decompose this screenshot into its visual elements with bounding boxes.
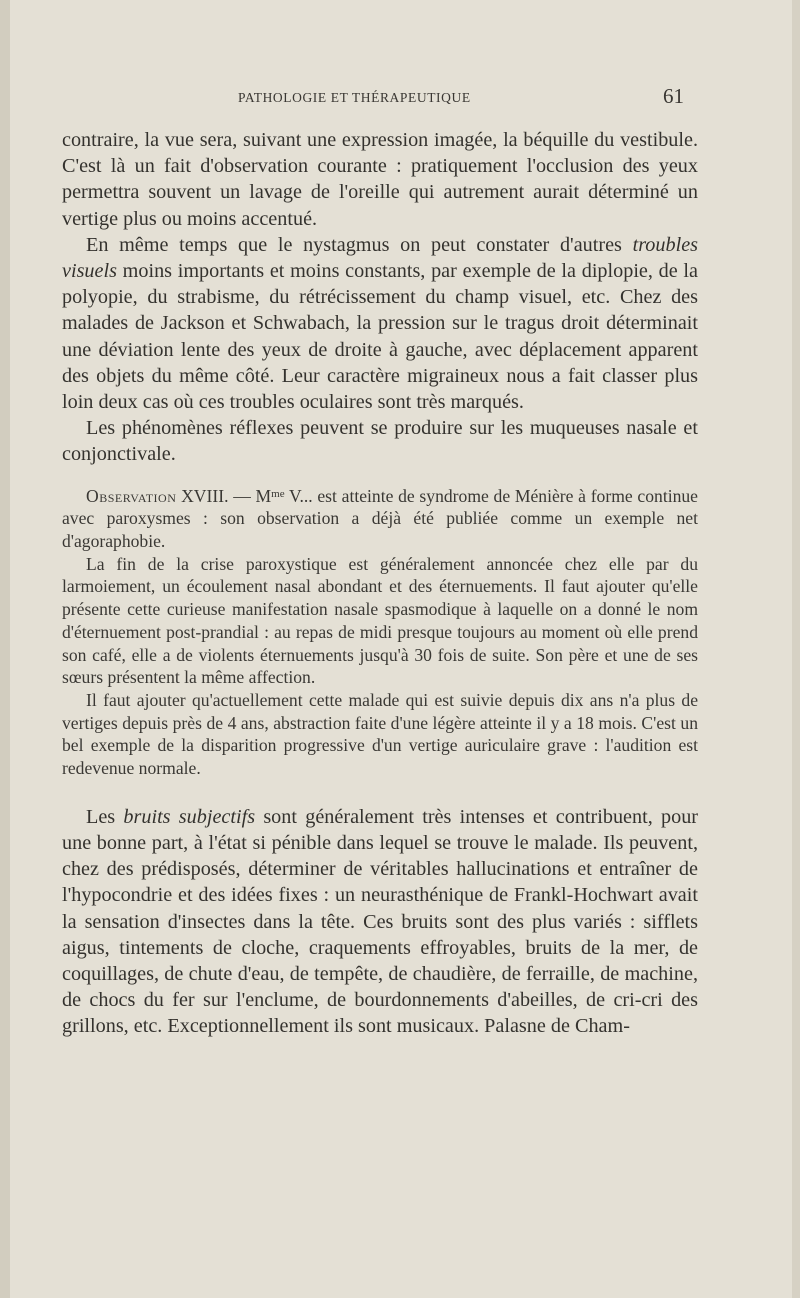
paragraph-reflex-phenomena: Les phénomènes réflexes peuvent se produire sur les muqueuses nasale et conjonctivale. — [62, 417, 698, 466]
page-edge-left — [0, 0, 10, 1298]
observation-paragraph-1: Observation XVIII. — $M^{me}$ V... est atteinte de syndrome de Ménière à forme continue avec paroxysmes : son observation a déjà été publiée comme un exemple net d'agoraphobie. — [62, 485, 698, 552]
observation-label: Observation — [86, 485, 177, 506]
observation-number: XVIII. — [181, 485, 229, 506]
spacer — [62, 780, 698, 804]
paragraph-continuation: contraire, la vue sera, suivant une expression imagée, la béquille du vestibule. C'est là un fait d'observation courante : pratiquement l'occlusion des yeux permettra souvent un lavage de l'oreille qui autrement aurait déterminé un vertige plus ou moins accentué. — [62, 129, 698, 230]
body-text — [62, 127, 698, 1040]
spacer — [62, 468, 698, 485]
page-number: 61 — [663, 84, 684, 108]
paragraph-visual-troubles: En même temps que le nystagmus on peut constater d'autres troubles visuels moins importants et moins constants, par exemple de la diplopie, de la polyopie, du strabisme, du rétrécissement du champ visuel, etc. Chez des malades de Jackson et Schwabach, la pression sur le tragus droit déterminait une déviation lente des yeux de droite à gauche, avec déplacement apparent des objets du même côté. Leur caractère migraineux nous a fait classer plus loin deux cas où ces troubles oculaires sont très marqués. — [62, 233, 699, 414]
paragraph-subjective-noises: Les bruits subjectifs sont généralement très intenses et contribuent, pour une bonne part, à l'état si pénible dans lequel se trouve le malade. Ils peuvent, chez des prédisposés, déterminer de véritables hallucinations et entraîner de l'hypocondrie et des idées fixes : un neurasthénique de Frankl-Hochwart avait la sensation d'insectes dans la tête. Ces bruits sont des plus variés : sifflets aigus, tintements de cloche, craquements effroyables, bruits de la mer, de coquillages, de chute d'eau, de tempête, de chaudière, de ferraille, de machine, de chocs du fer sur l'enclume, de bourdonnements d'abeilles, de cri-cri des grillons, etc. Exceptionnellement ils sont musicaux. Palasne de Cham- — [62, 805, 699, 1038]
page-header — [62, 82, 702, 112]
observation-paragraph-3: Il faut ajouter qu'actuellement cette malade qui est suivie depuis dix ans n'a plus de vertiges depuis près de 4 ans, abstraction faite d'une légère atteinte il y a 18 mois. C'est un bel exemple de la disparition progressive d'un vertige auriculaire grave : l'audition est redevenue normale. — [62, 689, 698, 779]
emphasis-bruits-subjectifs: bruits subjectifs — [123, 805, 256, 828]
emphasis-troubles-visuels: troubles visuels — [62, 233, 699, 283]
running-title: PATHOLOGIE ET THÉRAPEUTIQUE — [238, 90, 471, 105]
page-edge-right — [792, 0, 800, 1298]
observation-paragraph-2: La fin de la crise paroxystique est généralement annoncée chez elle par du larmoiement, un écoulement nasal abondant et des éternuements. Il faut ajouter qu'elle présente cette curieuse manifestation nasale spasmodique à laquelle on a donné le nom d'éternuement post-prandial : au repas de midi presque toujours au moment où elle prend son café, elle a de violents éternuements jusqu'à 30 fois de suite. Son père et une de ses sœurs présentent la même affection. — [62, 553, 698, 688]
